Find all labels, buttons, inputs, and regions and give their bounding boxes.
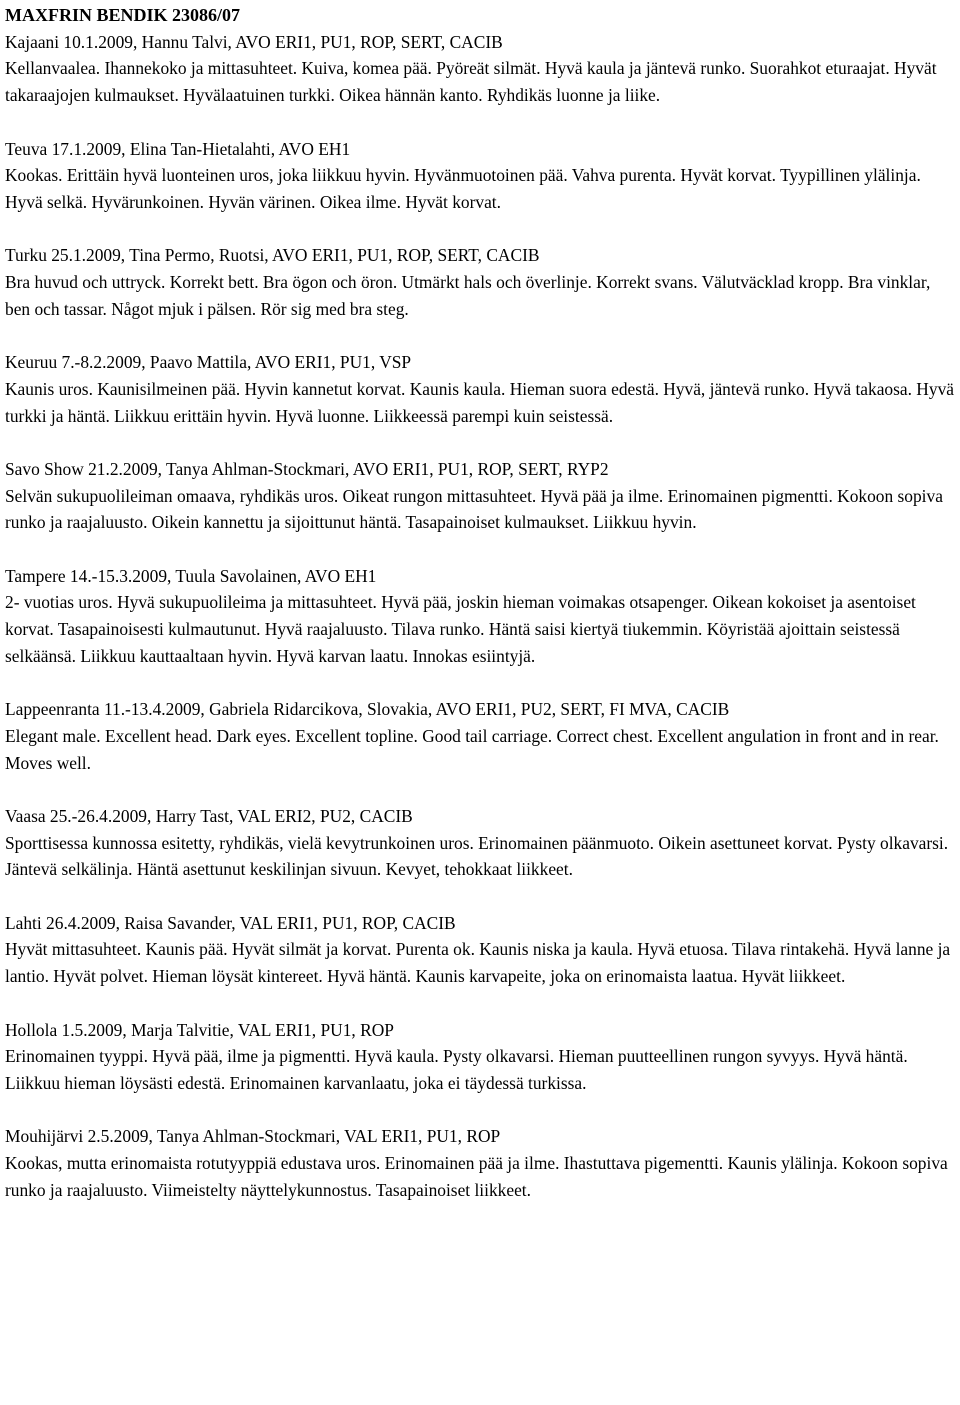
show-entry-kajaani	[5, 29, 955, 109]
show-entry-vaasa	[5, 803, 955, 883]
entry-text: Kookas, mutta erinomaista rotutyyppiä edustava uros. Erinomainen pää ja ilme. Ihastuttava pigementti. Kaunis ylälinja. Kokoon sopiva runko ja raajaluusto. Viimeistelty näyttelykunnostus. Tasapainoiset liikkeet.	[5, 1153, 948, 1200]
show-entry-lahti	[5, 910, 955, 990]
entry-text: Selvän sukupuolileiman omaava, ryhdikäs uros. Oikeat rungon mittasuhteet. Hyvä pää ja ilme. Erinomainen pigmentti. Kokoon sopiva runko ja raajaluusto. Oikein kannettu ja sijoittunut häntä. Tasapainoiset kulmaukset. Liikkuu hyvin.	[5, 485, 943, 533]
entry-header: Turku 25.1.2009, Tina Permo, Ruotsi, AVO ERI1, PU1, ROP, SERT, CACIB	[5, 245, 540, 266]
entry-header: Lahti 26.4.2009, Raisa Savander, VAL ERI1, PU1, ROP, CACIB	[5, 912, 456, 933]
show-entry-teuva	[5, 136, 955, 216]
entry-text: Kellanvaalea. Ihannekoko ja mittasuhteet. Kuiva, komea pää. Pyöreät silmät. Hyvä kaula ja jäntevä runko. Suorahkot eturaajat. Hyvät takaraajojen kulmaukset. Hyvälaatuinen turkki. Oikea hännän kanto. Ryhdikäs luonne ja liike.	[5, 58, 937, 106]
entry-header: Kajaani 10.1.2009, Hannu Talvi, AVO ERI1, PU1, ROP, SERT, CACIB	[5, 31, 503, 52]
entry-text: Elegant male. Excellent head. Dark eyes. Excellent topline. Good tail carriage. Correct chest. Excellent angulation in front and in rear. Moves well.	[5, 725, 939, 773]
show-entry-hollola	[5, 1017, 955, 1097]
entry-text: Hyvät mittasuhteet. Kaunis pää. Hyvät silmät ja korvat. Purenta ok. Kaunis niska ja kaula. Hyvä etuosa. Tilava rintakehä. Hyvä lanne ja lantio. Hyvät polvet. Hieman löysät kintereet. Hyvä häntä. Kaunis karvapeite, joka on erinomaista laatua. Hyvät liikkeet.	[5, 939, 951, 987]
document-page	[5, 2, 955, 1230]
document-title: MAXFRIN BENDIK 23086/07	[5, 5, 241, 25]
entry-header: Vaasa 25.-26.4.2009, Harry Tast, VAL ERI2, PU2, CACIB	[5, 805, 413, 826]
entry-text: Kookas. Erittäin hyvä luonteinen uros, joka liikkuu hyvin. Hyvänmuotoinen pää. Vahva purenta. Hyvät korvat. Tyypillinen ylälinja. Hyvä selkä. Hyvärunkoinen. Hyvän värinen. Oikea ilme. Hyvät korvat.	[5, 165, 921, 212]
entry-header: Lappeenranta 11.-13.4.2009, Gabriela Ridarcikova, Slovakia, AVO ERI1, PU2, SERT, FI MVA, CACIB	[5, 699, 730, 720]
entry-text: 2- vuotias uros. Hyvä sukupuolileima ja mittasuhteet. Hyvä pää, joskin hieman voimakas otsapenger. Oikean kokoiset ja asentoiset korvat. Tasapainoisesti kulmautunut. Hyvä raajaluusto. Tilava runko. Häntä saisi kiertyä tiukemmin. Köyristää ajoittain seistessä selkäänsä. Liikkuu kauttaaltaan hyvin. Hyvä karvan laatu. Innokas esiintyjä.	[5, 592, 916, 666]
show-entry-lappeenranta	[5, 696, 955, 776]
entry-header: Hollola 1.5.2009, Marja Talvitie, VAL ERI1, PU1, ROP	[5, 1019, 394, 1040]
entry-header: Teuva 17.1.2009, Elina Tan-Hietalahti, AVO EH1	[5, 138, 351, 159]
show-entry-savo-show	[5, 456, 955, 536]
show-entry-mouhijarvi	[5, 1123, 955, 1203]
entry-text: Sporttisessa kunnossa esitetty, ryhdikäs, vielä kevytrunkoinen uros. Erinomainen päänmuoto. Oikein asettuneet korvat. Pysty olkavarsi. Jäntevä selkälinja. Häntä asettunut keskilinjan sivuun. Kevyet, tehokkaat liikkeet.	[5, 832, 949, 880]
show-entry-turku	[5, 242, 955, 322]
entry-header: Tampere 14.-15.3.2009, Tuula Savolainen, AVO EH1	[5, 565, 377, 586]
entry-header: Keuruu 7.-8.2.2009, Paavo Mattila, AVO ERI1, PU1, VSP	[5, 352, 412, 373]
entry-text: Erinomainen tyyppi. Hyvä pää, ilme ja pigmentti. Hyvä kaula. Pysty olkavarsi. Hieman puutteellinen rungon syvyys. Hyvä häntä. Liikkuu hieman löysästi edestä. Erinomainen karvanlaatu, joka ei täydessä turkissa.	[5, 1046, 908, 1093]
entry-header: Savo Show 21.2.2009, Tanya Ahlman-Stockmari, AVO ERI1, PU1, ROP, SERT, RYP2	[5, 458, 609, 479]
entry-header: Mouhijärvi 2.5.2009, Tanya Ahlman-Stockmari, VAL ERI1, PU1, ROP	[5, 1126, 501, 1147]
entry-text: Bra huvud och uttryck. Korrekt bett. Bra ögon och öron. Utmärkt hals och överlinje. Korrekt svans. Välutväcklad kropp. Bra vinklar, ben och tassar. Något mjuk i pälsen. Rör sig med bra steg.	[5, 272, 931, 319]
entry-text: Kaunis uros. Kaunisilmeinen pää. Hyvin kannetut korvat. Kaunis kaula. Hieman suora edestä. Hyvä, jäntevä runko. Hyvä takaosa. Hyvä turkki ja häntä. Liikkuu erittäin hyvin. Hyvä luonne. Liikkeessä parempi kuin seistessä.	[5, 378, 954, 426]
show-entry-tampere	[5, 563, 955, 670]
show-entry-keuruu	[5, 349, 955, 429]
